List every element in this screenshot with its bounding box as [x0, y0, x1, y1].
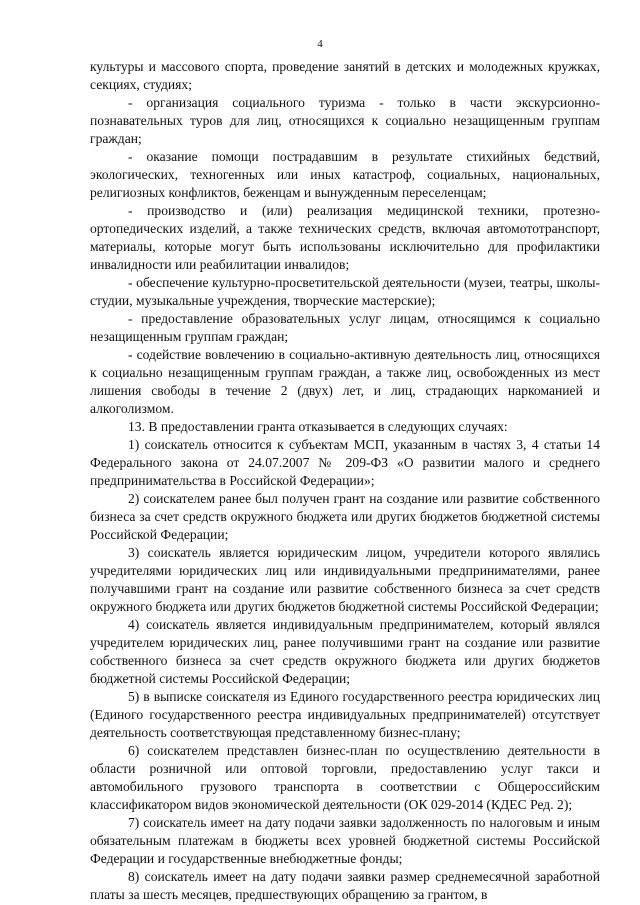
document-body [90, 58, 600, 904]
paragraph-continuation: культуры и массового спорта, проведение занятий в детских и молодежных кружках, секциях, студиях; [90, 59, 600, 92]
list-item-3: 3) соискатель является юридическим лицом, учредители которого являлись учредителями юридических лиц или индивидуальными предпринимателями, ранее получавшими грант на создание или развитие собственного бизнеса за счет средств окружного бюджета или других бюджетов бюджетной системы Российской Федерации; [90, 545, 600, 614]
paragraph-cultural-activity: - обеспечение культурно-просветительской деятельности (музеи, театры, школы-студии, музыкальные учреждения, творческие мастерские); [90, 275, 600, 308]
list-item-2: 2) соискателем ранее был получен грант на создание или развитие собственного бизнеса за счет средств окружного бюджета или других бюджетов бюджетной системы Российской Федерации; [90, 491, 600, 542]
paragraph-social-tourism: - организация социального туризма - только в части экскурсионно-познавательных туров для лиц, относящихся к социально незащищенным группам граждан; [90, 95, 600, 146]
paragraph-section-13: 13. В предоставлении гранта отказывается в следующих случаях: [128, 419, 508, 434]
list-item-6: 6) соискателем представлен бизнес-план по осуществлению деятельности в области розничной или оптовой торговли, предоставлению услуг такси и автомобильного грузового транспорта в соответствии с Общероссийским классификатором видов экономической деятельности (ОК 029-2014 (КДЕС Ред. 2); [90, 743, 600, 812]
list-item-1: 1) соискатель относится к субъектам МСП, указанным в частях 3, 4 статьи 14 Федерального закона от 24.07.2007 № 209-ФЗ «О развитии малого и среднего предпринимательства в Российской Федерации»; [90, 437, 600, 488]
list-item-7: 7) соискатель имеет на дату подачи заявки задолженность по налоговым и иным обязательным платежам в бюджеты всех уровней бюджетной системы Российской Федерации и государственные внебюджетные фонды; [90, 815, 600, 866]
list-item-5: 5) в выписке соискателя из Единого государственного реестра юридических лиц (Единого государственного реестра индивидуальных предпринимателей) отсутствует деятельность соответствующая представленному бизнес-плану; [90, 689, 600, 740]
list-item-4: 4) соискатель является индивидуальным предпринимателем, который являлся учредителем юридических лиц, ранее получившими грант на создание или развитие собственного бизнеса за счет средств окружного бюджета или других бюджетов бюджетной системы Российской Федерации; [90, 617, 600, 686]
paragraph-disaster-aid: - оказание помощи пострадавшим в результате стихийных бедствий, экологических, техногенных или иных катастроф, социальных, национальных, религиозных конфликтов, беженцам и вынужденным переселенцам; [90, 149, 600, 200]
page-number: 4 [317, 38, 323, 50]
paragraph-medical-equipment: - производство и (или) реализация медицинской техники, протезно-ортопедических изделий, а также технических средств, включая автомототранспорт, материалы, которые могут быть использованы исключительно для профилактики инвалидности или реабилитации инвалидов; [90, 203, 600, 272]
paragraph-social-involvement: - содействие вовлечению в социально-активную деятельность лиц, относящихся к социально незащищенным группам граждан, а также лиц, освобожденных из мест лишения свободы в течение 2 (двух) лет, и лиц, страдающих наркоманией и алкоголизмом. [90, 347, 600, 416]
list-item-8: 8) соискатель имеет на дату подачи заявки размер среднемесячной заработной платы за шесть месяцев, предшествующих обращению за грантом, в [90, 869, 600, 902]
paragraph-education-services: - предоставление образовательных услуг лицам, относящимся к социально незащищенным группам граждан; [90, 311, 600, 344]
